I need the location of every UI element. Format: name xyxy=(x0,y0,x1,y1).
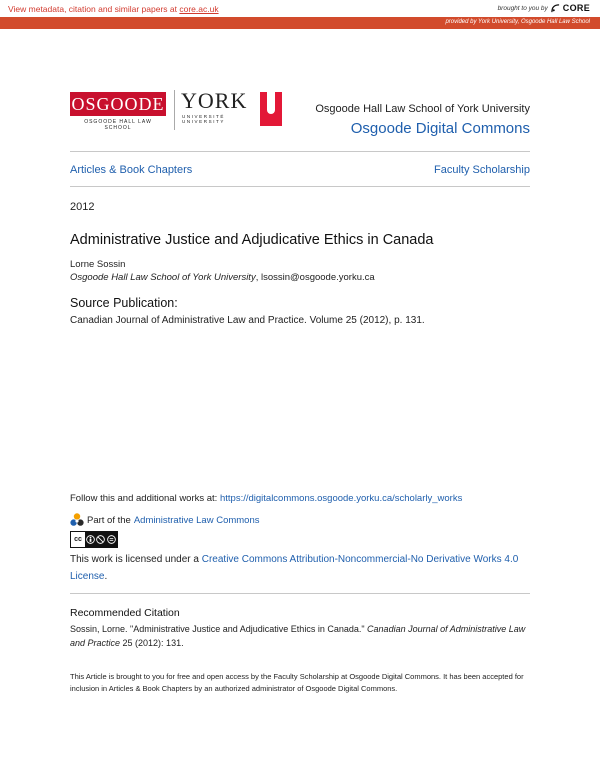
core-top-bar xyxy=(0,0,600,18)
nd-icon xyxy=(107,535,116,544)
article-title: Administrative Justice and Adjudicative Ethics in Canada xyxy=(70,232,434,248)
license-link[interactable]: Creative Commons Attribution-Noncommercial-No Derivative Works 4.0 License xyxy=(70,554,519,582)
author-affiliation xyxy=(70,272,375,283)
cc-by-nc-nd-icons xyxy=(85,532,117,547)
divider-top xyxy=(70,151,530,152)
osgoode-logo[interactable] xyxy=(70,92,166,132)
core-link-prefix: View metadata, citation and similar papers at xyxy=(8,4,180,14)
york-sub-line-1: UNIVERSITÉ xyxy=(182,114,226,119)
cc-icon: cc xyxy=(74,536,82,543)
follow-url-link[interactable]: https://digitalcommons.osgoode.yorku.ca/scholarly_works xyxy=(219,493,463,504)
cc-license-badge[interactable] xyxy=(70,531,118,548)
logo-divider xyxy=(174,90,175,130)
core-icon xyxy=(551,4,560,13)
york-logo-word: YORK xyxy=(181,88,248,113)
core-brought-by xyxy=(498,3,590,13)
york-sub-line-2: UNIVERSITY xyxy=(182,119,226,124)
osgoode-logo-subtitle: OSGOODE HALL LAW SCHOOL xyxy=(84,119,152,131)
york-logo[interactable] xyxy=(181,90,281,130)
brought-by-text: brought to you by xyxy=(497,4,548,12)
citation-text xyxy=(70,622,530,650)
author-email: , lsossin@osgoode.yorku.ca xyxy=(255,272,375,283)
collection-link[interactable]: Articles & Book Chapters xyxy=(70,164,193,176)
open-access-footer: This Article is brought to you for free and open access by the Faculty Scholarship at Osgoode Digital Commons. It has been accepted for inclusion in Articles & Book Chapters by an authorized administrator of Osgoode Digital Commons. xyxy=(70,672,524,693)
source-publication: Canadian Journal of Administrative Law and Practice. Volume 25 (2012), p. 131. xyxy=(70,315,425,326)
divider-nav xyxy=(70,186,530,187)
repository-name[interactable]: Osgoode Digital Commons xyxy=(350,120,530,137)
source-heading: Source Publication: xyxy=(70,296,178,310)
author-name: Lorne Sossin xyxy=(70,259,126,270)
follow-line xyxy=(70,493,462,504)
core-logo[interactable]: CORE xyxy=(562,3,590,13)
follow-text: Follow this and additional works at: xyxy=(70,493,220,504)
by-icon xyxy=(86,535,95,544)
core-banner xyxy=(0,0,600,29)
divider-citation xyxy=(70,593,530,594)
osgoode-logo-word: OSGOODE xyxy=(71,94,165,114)
core-link-text[interactable]: core.ac.uk xyxy=(179,4,219,14)
license-suffix: . xyxy=(104,571,108,582)
provided-by-text: provided by York University, Osgoode Hall Law School xyxy=(445,19,590,25)
york-logo-subtitle xyxy=(182,114,225,124)
license-prefix: This work is licensed under a xyxy=(70,554,202,565)
core-metadata-link[interactable] xyxy=(8,4,219,14)
institution-name: Osgoode Hall Law School of York University xyxy=(315,103,530,115)
series-link[interactable]: Faculty Scholarship xyxy=(434,164,530,176)
citation-tail: 25 (2012): 131. xyxy=(120,638,184,648)
citation-plain: Sossin, Lorne. "Administrative Justice and Adjudicative Ethics in Canada." xyxy=(70,624,368,634)
core-provided-strip xyxy=(0,17,600,29)
citation-journal: Canadian Journal of Administrative Law and Practice xyxy=(70,624,526,648)
publication-year: 2012 xyxy=(70,201,95,213)
part-of-text: Part of the xyxy=(87,514,131,526)
nc-icon xyxy=(96,535,105,544)
part-of-line xyxy=(70,513,260,527)
network-commons-icon xyxy=(70,513,84,527)
york-u-icon xyxy=(260,92,282,126)
license-statement xyxy=(70,551,520,585)
citation-heading: Recommended Citation xyxy=(70,607,180,619)
administrative-law-commons-link[interactable]: Administrative Law Commons xyxy=(133,514,260,526)
affiliation-text: Osgoode Hall Law School of York University xyxy=(70,272,256,283)
